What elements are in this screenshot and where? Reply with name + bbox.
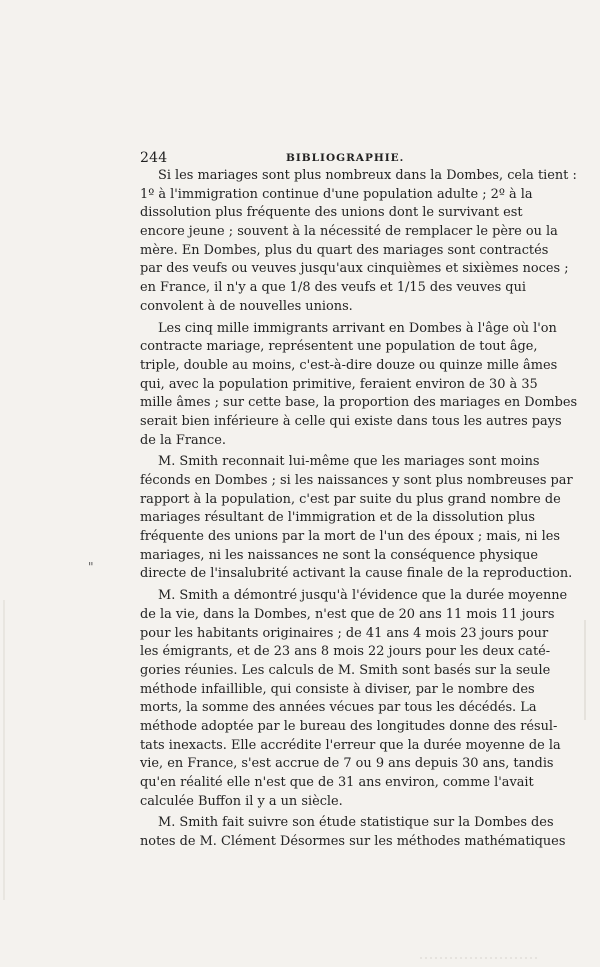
text-line: rapport à la population, c'est par suite du plus grand nombre de xyxy=(140,491,561,507)
text-line: M. Smith a démontré jusqu'à l'évidence que la durée moyenne xyxy=(158,588,568,604)
paragraph xyxy=(140,587,568,811)
page-number: 244 xyxy=(140,150,168,166)
text-line: les émigrants, et de 23 ans 8 mois 22 jours pour les deux caté- xyxy=(140,644,551,660)
text-line: méthode infaillible, qui consiste à diviser, par le nombre des xyxy=(140,681,535,697)
text-line: mariages, ni les naissances ne sont la conséquence physique xyxy=(140,547,539,563)
text-line: mère. En Dombes, plus du quart des mariages sont contractés xyxy=(140,242,549,258)
text-line: M. Smith fait suivre son étude statistique sur la Dombes des xyxy=(158,815,554,831)
text-line: morts, la somme des années vécues par tous les décédés. La xyxy=(140,700,537,716)
text-line: vie, en France, s'est accrue de 7 ou 9 ans depuis 30 ans, tandis xyxy=(140,756,554,772)
text-line: en France, il n'y a que 1/8 des veufs et 1/15 des veuves qui xyxy=(140,280,526,296)
text-line: contracte mariage, représentent une population de tout âge, xyxy=(140,339,538,355)
text-line: tats inexacts. Elle accrédite l'erreur que la durée moyenne de la xyxy=(140,737,561,753)
text-line: qu'en réalité elle n'est que de 31 ans environ, comme l'avait xyxy=(140,775,534,790)
paragraph xyxy=(140,814,566,851)
text-line: calculée Buffon il y a un siècle. xyxy=(140,793,343,809)
text-line: pour les habitants originaires ; de 41 ans 4 mois 23 jours pour xyxy=(140,625,549,641)
text-line: encore jeune ; souvent à la nécessité de remplacer le père ou la xyxy=(140,224,558,240)
text-line: par des veufs ou veuves jusqu'aux cinquièmes et sixièmes noces ; xyxy=(140,261,569,277)
text-line: fréquente des unions par la mort de l'un des époux ; mais, ni les xyxy=(140,529,560,545)
text-line: M. Smith reconnait lui-même que les mariages sont moins xyxy=(158,454,540,470)
text-line: directe de l'insalubrité activant la cause finale de la reproduction. xyxy=(140,566,573,582)
text-line: convolent à de nouvelles unions. xyxy=(140,298,353,314)
text-line: féconds en Dombes ; si les naissances y sont plus nombreuses par xyxy=(140,473,573,488)
text-line: méthode adoptée par le bureau des longitudes donne des résul- xyxy=(140,718,558,734)
text-line: gories réunies. Les calculs de M. Smith sont basés sur la seule xyxy=(140,662,551,678)
text-line: serait bien inférieure à celle qui existe dans tous les autres pays xyxy=(140,413,562,429)
text-line: Si les mariages sont plus nombreux dans la Dombes, cela tient : xyxy=(158,168,577,183)
text-line: triple, double au moins, c'est-à-dire douze ou quinze mille âmes xyxy=(140,357,558,373)
text-line: de la France. xyxy=(140,432,226,448)
paragraph xyxy=(140,320,578,451)
text-line: mille âmes ; sur cette base, la proportion des mariages en Dombes xyxy=(140,395,578,411)
text-line: notes de M. Clément Désormes sur les méthodes mathématiques xyxy=(140,834,566,850)
section-title: BIBLIOGRAPHIE. xyxy=(286,152,405,164)
text-line: 1º à l'immigration continue d'une population adulte ; 2º à la xyxy=(140,186,533,202)
text-line: Les cinq mille immigrants arrivant en Dombes à l'âge où l'on xyxy=(158,320,557,336)
running-head xyxy=(140,150,505,166)
text-line: qui, avec la population primitive, feraient environ de 30 à 35 xyxy=(140,376,538,392)
text-line: mariages résultant de l'immigration et de la dissolution plus xyxy=(140,510,535,526)
text-line: de la vie, dans la Dombes, n'est que de 20 ans 11 mois 11 jours xyxy=(140,606,555,622)
body-text xyxy=(140,167,578,855)
text-line: dissolution plus fréquente des unions dont le survivant est xyxy=(140,205,523,221)
paragraph xyxy=(140,167,577,317)
margin-mark: " xyxy=(88,560,94,574)
paragraph xyxy=(140,453,573,584)
